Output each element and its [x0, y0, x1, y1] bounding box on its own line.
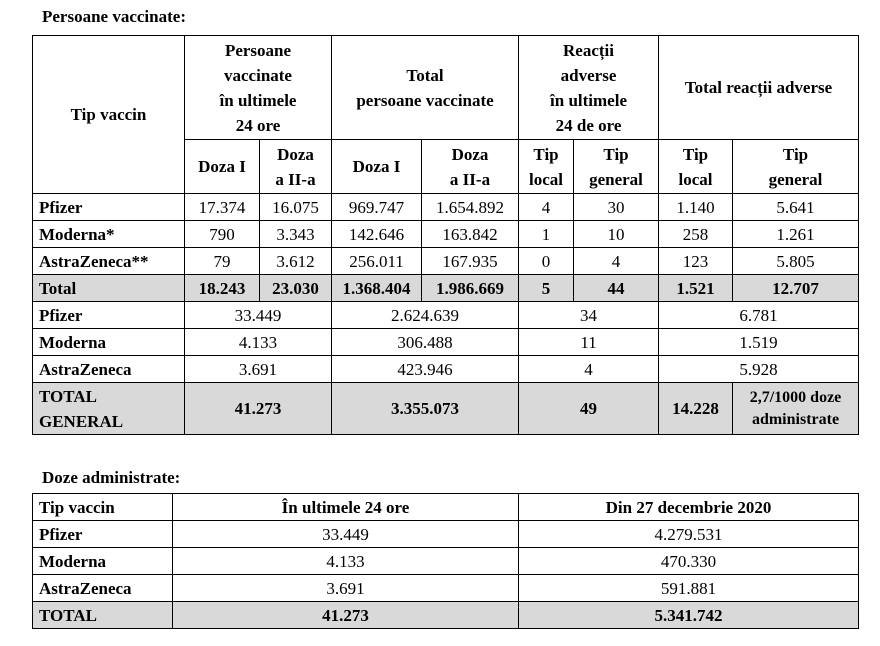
table-row: [33, 194, 859, 221]
table-row: [33, 548, 859, 575]
cell: 167.935: [422, 248, 519, 275]
cell: 6.781: [659, 302, 859, 329]
cell: 423.946: [332, 356, 519, 383]
cell: 1.140: [659, 194, 733, 221]
sum-row: [33, 356, 859, 383]
cell: 12.707: [733, 275, 859, 302]
cell: 30: [574, 194, 659, 221]
row-name: TOTAL GENERAL: [33, 383, 185, 435]
rate-cell: 2,7/1000 doze administrate: [733, 383, 859, 435]
grand-total-row: [33, 383, 859, 435]
header-doza-1: Doza I: [185, 140, 260, 194]
cell: 258: [659, 221, 733, 248]
cell: 44: [574, 275, 659, 302]
row-name: Moderna*: [33, 221, 185, 248]
cell: 1.261: [733, 221, 859, 248]
total-row: [33, 275, 859, 302]
row-name: Total: [33, 275, 185, 302]
cell: 5: [519, 275, 574, 302]
doses-table: [32, 493, 859, 629]
cell: 41.273: [173, 602, 519, 629]
header-total-doza-2: Doza a II-a: [422, 140, 519, 194]
cell: 3.612: [260, 248, 332, 275]
sum-row: [33, 329, 859, 356]
header-total-tip-local: Tip local: [659, 140, 733, 194]
row-name: Moderna: [33, 329, 185, 356]
cell: 4: [519, 356, 659, 383]
table-row: [33, 221, 859, 248]
row-name: TOTAL: [33, 602, 173, 629]
cell: 41.273: [185, 383, 332, 435]
cell: 1.368.404: [332, 275, 422, 302]
cell: 5.805: [733, 248, 859, 275]
cell: 5.341.742: [519, 602, 859, 629]
cell: 11: [519, 329, 659, 356]
cell: 34: [519, 302, 659, 329]
table-row: [33, 575, 859, 602]
table-row: [33, 521, 859, 548]
cell: 3.691: [173, 575, 519, 602]
cell: 969.747: [332, 194, 422, 221]
header-total-tip-general: Tip general: [733, 140, 859, 194]
cell: 17.374: [185, 194, 260, 221]
cell: 790: [185, 221, 260, 248]
header-tip-vaccin: Tip vaccin: [33, 36, 185, 194]
row-name: Pfizer: [33, 521, 173, 548]
header-doza-2: Doza a II-a: [260, 140, 332, 194]
cell: 4.279.531: [519, 521, 859, 548]
cell: 256.011: [332, 248, 422, 275]
cell: 123: [659, 248, 733, 275]
cell: 4.133: [185, 329, 332, 356]
cell: 49: [519, 383, 659, 435]
cell: 79: [185, 248, 260, 275]
cell: 5.928: [659, 356, 859, 383]
header-tip-local: Tip local: [519, 140, 574, 194]
cell: 0: [519, 248, 574, 275]
header-group-total-reactions: Total reacții adverse: [659, 36, 859, 140]
header-total-doza-1: Doza I: [332, 140, 422, 194]
cell: 2.624.639: [332, 302, 519, 329]
row-name: AstraZeneca: [33, 356, 185, 383]
header-tip-general: Tip general: [574, 140, 659, 194]
cell: 3.691: [185, 356, 332, 383]
cell: 1.654.892: [422, 194, 519, 221]
cell: 470.330: [519, 548, 859, 575]
row-name: Moderna: [33, 548, 173, 575]
cell: 18.243: [185, 275, 260, 302]
header-group-reactions-24h: Reacții adverse în ultimele 24 de ore: [519, 36, 659, 140]
vaccinated-table: [32, 35, 859, 435]
sum-row: [33, 302, 859, 329]
cell: 33.449: [185, 302, 332, 329]
header-group-total: Total persoane vaccinate: [332, 36, 519, 140]
cell: 23.030: [260, 275, 332, 302]
header-last-24h: În ultimele 24 ore: [173, 494, 519, 521]
cell: 1.519: [659, 329, 859, 356]
cell: 1: [519, 221, 574, 248]
cell: 3.343: [260, 221, 332, 248]
table-row: [33, 248, 859, 275]
total-row: [33, 602, 859, 629]
row-name: Pfizer: [33, 302, 185, 329]
cell: 14.228: [659, 383, 733, 435]
header-tip-vaccin: Tip vaccin: [33, 494, 173, 521]
cell: 142.646: [332, 221, 422, 248]
cell: 10: [574, 221, 659, 248]
cell: 1.521: [659, 275, 733, 302]
cell: 4: [519, 194, 574, 221]
header-group-24h: Persoane vaccinate în ultimele 24 ore: [185, 36, 332, 140]
cell: 4: [574, 248, 659, 275]
cell: 306.488: [332, 329, 519, 356]
header-since: Din 27 decembrie 2020: [519, 494, 859, 521]
row-name: AstraZeneca: [33, 575, 173, 602]
cell: 5.641: [733, 194, 859, 221]
cell: 3.355.073: [332, 383, 519, 435]
cell: 4.133: [173, 548, 519, 575]
row-name: AstraZeneca**: [33, 248, 185, 275]
vaccinated-heading: Persoane vaccinate:: [42, 7, 186, 26]
cell: 16.075: [260, 194, 332, 221]
doses-heading: Doze administrate:: [42, 468, 181, 487]
cell: 591.881: [519, 575, 859, 602]
cell: 33.449: [173, 521, 519, 548]
cell: 1.986.669: [422, 275, 519, 302]
cell: 163.842: [422, 221, 519, 248]
row-name: Pfizer: [33, 194, 185, 221]
